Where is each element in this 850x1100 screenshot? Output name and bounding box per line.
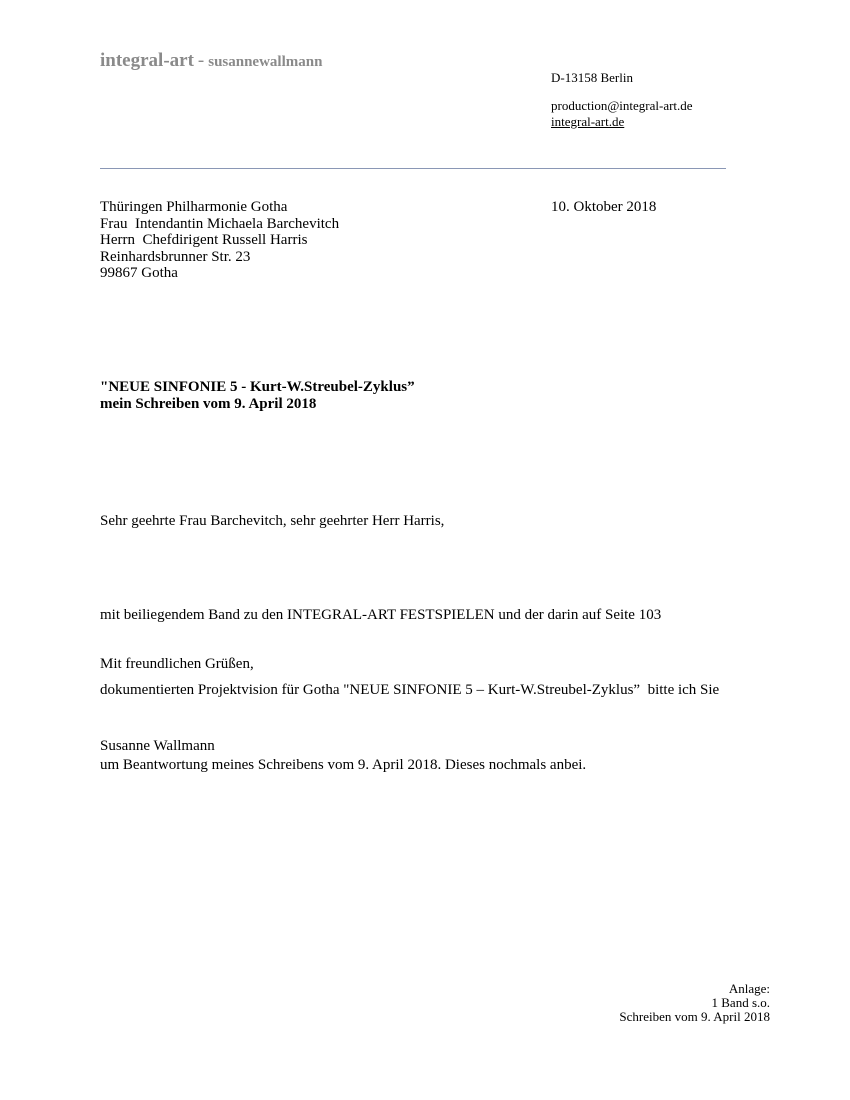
recipient-line: 99867 Gotha	[100, 265, 178, 281]
subject-line-2: mein Schreiben vom 9. April 2018	[100, 396, 317, 412]
recipient-address	[100, 199, 339, 282]
letter-date: 10. Oktober 2018	[551, 199, 657, 215]
recipient-line: Thüringen Philharmonie Gotha	[100, 199, 288, 215]
letterhead-divider	[100, 168, 726, 169]
sender-website: integral-art.de	[551, 114, 625, 129]
recipient-line: Herrn Chefdirigent Russell Harris	[100, 232, 308, 248]
enclosure-item: Schreiben vom 9. April 2018	[619, 1009, 770, 1024]
closing: Mit freundlichen Grüßen,	[100, 656, 254, 672]
enclosure-title: Anlage:	[728, 981, 770, 996]
recipient-line: Reinhardsbrunner Str. 23	[100, 248, 251, 265]
body-paragraph	[100, 553, 719, 803]
letterhead-company: integral-art	[100, 50, 194, 71]
signature-name: Susanne Wallmann	[100, 738, 215, 754]
sender-city: D-13158 Berlin	[551, 70, 633, 85]
sender-email: production@integral-art.de	[551, 98, 693, 113]
subject-block	[100, 379, 415, 413]
salutation: Sehr geehrte Frau Barchevitch, sehr geehrter Herr Harris,	[100, 513, 445, 529]
enclosure-block	[619, 982, 770, 1024]
enclosure-item: 1 Band s.o.	[711, 995, 770, 1010]
body-line-1: mit beiliegendem Band zu den INTEGRAL-ART FESTSPIELEN und der darin auf Seite 103	[100, 607, 662, 623]
letterhead-brand	[100, 50, 322, 72]
body-line-2: dokumentierten Projektvision für Gotha "NEUE SINFONIE 5 – Kurt-W.Streubel-Zyklus” bitte ich Sie	[100, 682, 720, 698]
letterhead-separator: -	[197, 50, 205, 71]
body-line-3: um Beantwortung meines Schreibens vom 9. April 2018. Dieses nochmals anbei.	[100, 757, 587, 773]
subject-line-1: "NEUE SINFONIE 5 - Kurt-W.Streubel-Zyklus”	[100, 379, 415, 395]
letterhead-person: susannewallmann	[208, 54, 323, 70]
recipient-line: Frau Intendantin Michaela Barchevitch	[100, 215, 340, 232]
